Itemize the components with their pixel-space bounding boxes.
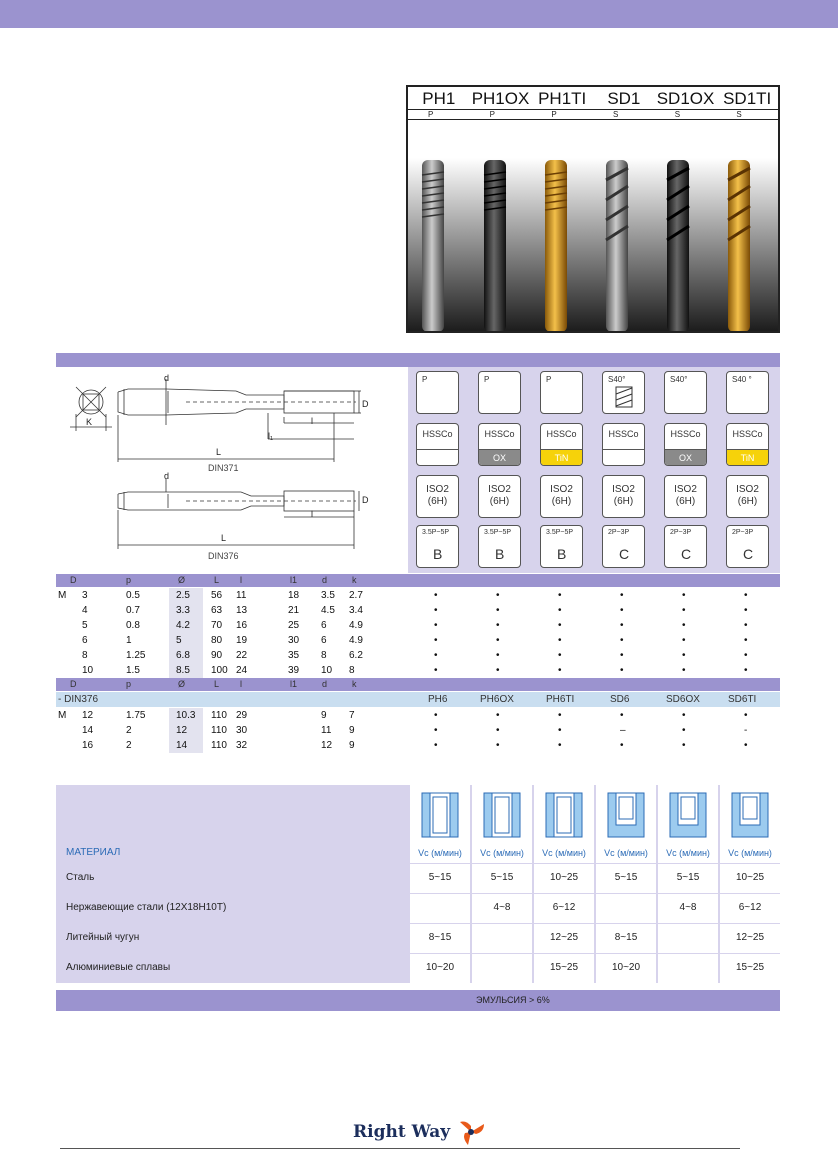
tolerance-icon: ISO2 (6H) <box>664 475 707 518</box>
availability-mark: • <box>744 665 748 676</box>
cell-l1: 21 <box>288 605 300 616</box>
blind-hole-icon <box>670 793 706 837</box>
table-row <box>56 618 780 633</box>
row-divider <box>408 923 780 924</box>
material-header: МАТЕРИАЛ <box>66 847 121 858</box>
cell-D: 12 <box>82 710 94 721</box>
dim-l-376: l <box>311 509 313 519</box>
geometry-icon: S40° <box>664 371 707 414</box>
cell-p: 0.7 <box>126 605 140 616</box>
product-name: SD1 <box>607 89 641 108</box>
col-l1: l1 <box>290 575 298 585</box>
speed-value: 4~8 <box>493 902 511 913</box>
product-name: SD1TI <box>723 89 772 108</box>
table-row <box>56 708 780 723</box>
vc-label: Vc (м/мин) <box>666 848 710 858</box>
availability-mark: • <box>682 710 686 721</box>
availability-mark: • <box>682 635 686 646</box>
material-name: Алюминиевые сплавы <box>66 962 171 973</box>
din376-product: SD6 <box>610 694 630 705</box>
availability-mark: • <box>682 605 686 616</box>
cell-m: M <box>58 710 67 721</box>
cell-drill: 14 <box>169 738 203 753</box>
cell-drill: 8.5 <box>169 663 203 678</box>
material-icon: HSSCo <box>602 423 645 466</box>
cell-D: 8 <box>82 650 88 661</box>
cell-k: 4.9 <box>349 620 363 631</box>
din376-label: - DIN376 <box>58 694 99 705</box>
cell-p: 1.5 <box>126 665 140 676</box>
col-d: d <box>322 679 328 689</box>
row-divider <box>408 953 780 954</box>
brand-emblem-icon <box>456 1118 486 1146</box>
cell-d: 11 <box>321 725 332 736</box>
availability-mark: • <box>620 740 624 751</box>
taps-photo <box>408 120 778 332</box>
din376-band <box>56 692 780 707</box>
availability-mark: • <box>496 620 500 631</box>
cell-L: 63 <box>211 605 223 616</box>
dim-D-376: D <box>362 495 369 505</box>
dim-L: L <box>216 447 222 457</box>
cell-drill: 5 <box>169 633 203 648</box>
table-row <box>56 588 780 603</box>
col-p: p <box>126 575 132 585</box>
table-row <box>56 663 780 678</box>
cell-k: 7 <box>349 710 355 721</box>
material-icon: HSSCo OX <box>478 423 521 466</box>
cell-p: 1 <box>126 635 132 646</box>
availability-mark: • <box>558 710 562 721</box>
col-p: p <box>126 679 132 689</box>
cell-D: 6 <box>82 635 88 646</box>
product-name: SD1OX <box>656 89 715 108</box>
material-name: Нержавеющие стали (12Х18Н10Т) <box>66 902 227 913</box>
cell-D: 3 <box>82 590 88 601</box>
table-header <box>56 574 780 587</box>
row-divider <box>408 863 780 864</box>
din376-product: PH6 <box>428 694 448 705</box>
product-type: P <box>428 110 434 119</box>
product-type: S <box>613 110 619 119</box>
speed-value: 6~12 <box>552 902 576 913</box>
geometry-icon: S40 ° <box>726 371 769 414</box>
chamfer-icon: 2P~3P C <box>602 525 645 568</box>
availability-mark: • <box>434 620 438 631</box>
cell-l: 22 <box>236 650 248 661</box>
material-icon: HSSCo TiN <box>726 423 769 466</box>
coolant-text: ЭМУЛЬСИЯ > 6% <box>476 995 550 1005</box>
table-row <box>56 723 780 738</box>
availability-mark: • <box>682 590 686 601</box>
brand-logo <box>353 1118 486 1146</box>
cell-l1: 25 <box>288 620 300 631</box>
speed-value: 12~25 <box>549 932 579 943</box>
availability-mark: • <box>620 650 624 661</box>
speed-value: 8~15 <box>614 932 638 943</box>
cell-drill: 3.3 <box>169 603 203 618</box>
cell-p: 2 <box>126 725 132 736</box>
col-D: D <box>70 575 77 585</box>
product-name: PH1OX <box>471 89 530 108</box>
chamfer-icon: 3.5P~5P B <box>478 525 521 568</box>
section-band <box>56 353 780 367</box>
speed-value: 15~25 <box>735 962 765 973</box>
col-drill: Ø <box>178 575 186 585</box>
cell-d: 3.5 <box>321 590 335 601</box>
tolerance-icon: ISO2 (6H) <box>540 475 583 518</box>
geometry-icon: P <box>416 371 459 414</box>
availability-mark: • <box>744 590 748 601</box>
dim-d-376: d <box>164 471 170 481</box>
availability-mark: • <box>496 725 500 736</box>
coolant-band <box>56 990 780 1011</box>
technical-drawing <box>56 367 408 573</box>
product-photo <box>406 85 780 333</box>
availability-mark: • <box>496 665 500 676</box>
availability-mark: • <box>558 725 562 736</box>
spiral-geometry-icon: S40° <box>602 371 645 414</box>
col-D: D <box>70 679 77 689</box>
product-name: PH1TI <box>538 89 587 108</box>
cell-drill: 4.2 <box>169 618 203 633</box>
cell-l: 11 <box>236 590 247 601</box>
blind-hole-icon <box>608 793 644 837</box>
din371-label: DIN371 <box>208 463 239 473</box>
property-icon-grid <box>408 367 780 573</box>
availability-mark: • <box>744 635 748 646</box>
chamfer-icon: 2P~3P C <box>664 525 707 568</box>
tap-sd1 <box>606 160 628 332</box>
through-hole-icon <box>546 793 582 837</box>
availability-mark: • <box>558 635 562 646</box>
availability-mark: • <box>434 590 438 601</box>
cell-L: 110 <box>211 740 227 751</box>
product-type: P <box>551 110 557 119</box>
material-name: Сталь <box>66 872 95 883</box>
availability-mark: • <box>558 605 562 616</box>
speed-value: 10~20 <box>611 962 641 973</box>
cell-D: 14 <box>82 725 94 736</box>
availability-mark: • <box>620 635 624 646</box>
product-type: S <box>736 110 742 119</box>
cell-drill: 2.5 <box>169 588 203 603</box>
cell-k: 9 <box>349 725 355 736</box>
cell-p: 1.75 <box>126 710 146 721</box>
product-type: S <box>674 110 681 119</box>
cell-L: 70 <box>211 620 223 631</box>
cell-p: 0.5 <box>126 590 140 601</box>
dim-L-376: L <box>221 533 227 543</box>
availability-mark: • <box>558 620 562 631</box>
cell-l1: 18 <box>288 590 300 601</box>
cell-k: 3.4 <box>349 605 363 616</box>
cell-l1: 39 <box>288 665 300 676</box>
availability-mark: • <box>558 650 562 661</box>
cell-L: 90 <box>211 650 223 661</box>
col-k: k <box>352 679 357 689</box>
col-l1: l1 <box>290 679 298 689</box>
dim-K: K <box>86 417 93 427</box>
availability-mark: • <box>682 620 686 631</box>
footer-rule <box>60 1148 740 1149</box>
availability-mark: • <box>744 710 748 721</box>
tolerance-icon: ISO2 (6H) <box>416 475 459 518</box>
din376-product: PH6TI <box>546 694 575 705</box>
material-name: Литейный чугун <box>66 932 140 943</box>
availability-mark: • <box>620 620 624 631</box>
through-hole-icon <box>484 793 520 837</box>
availability-mark: • <box>682 740 686 751</box>
cell-d: 6 <box>321 635 327 646</box>
tap-ph1ox <box>484 160 506 332</box>
cell-m: M <box>58 590 67 601</box>
availability-mark: • <box>620 665 624 676</box>
chamfer-icon: 2P~3P C <box>726 525 769 568</box>
cell-k: 2.7 <box>349 590 363 601</box>
availability-mark: • <box>744 620 748 631</box>
blind-hole-icon <box>732 793 768 837</box>
col-l: l <box>240 679 242 689</box>
col-d: d <box>322 575 328 585</box>
availability-mark: • <box>744 605 748 616</box>
vc-label: Vc (м/мин) <box>542 848 586 858</box>
col-k: k <box>352 575 357 585</box>
tap-ph1ti <box>545 160 567 332</box>
availability-mark: • <box>434 740 438 751</box>
row-divider <box>408 893 780 894</box>
availability-mark: • <box>496 605 500 616</box>
cell-d: 9 <box>321 710 327 721</box>
tap-sd1ox <box>667 160 689 332</box>
tap-ph1 <box>422 160 444 332</box>
availability-mark: • <box>558 590 562 601</box>
availability-mark: • <box>434 725 438 736</box>
availability-mark: • <box>744 650 748 661</box>
hole-type-icons <box>56 789 780 849</box>
cell-L: 80 <box>211 635 223 646</box>
cell-d: 12 <box>321 740 333 751</box>
cell-k: 6.2 <box>349 650 363 661</box>
availability-mark: – <box>620 725 626 736</box>
tap-sd1ti <box>728 160 750 332</box>
product-names <box>408 87 778 110</box>
cell-drill: 6.8 <box>169 648 203 663</box>
table-row <box>56 738 780 753</box>
cell-d: 8 <box>321 650 327 661</box>
product-name: PH1 <box>422 89 456 108</box>
dim-l1: l₁ <box>268 431 274 441</box>
availability-mark: • <box>558 665 562 676</box>
cell-l: 13 <box>236 605 248 616</box>
speed-value: 4~8 <box>679 902 697 913</box>
dim-l: l <box>311 416 313 426</box>
cell-l1: 30 <box>288 635 300 646</box>
cell-k: 8 <box>349 665 355 676</box>
cell-k: 9 <box>349 740 355 751</box>
brand-name: Right Way <box>353 1122 451 1142</box>
product-type: P <box>489 110 496 119</box>
speed-value: 5~15 <box>614 872 638 883</box>
din376-label: DIN376 <box>208 551 239 561</box>
material-icon: HSSCo OX <box>664 423 707 466</box>
availability-mark: • <box>496 650 500 661</box>
availability-mark: • <box>496 740 500 751</box>
availability-mark: • <box>682 725 686 736</box>
cell-d: 6 <box>321 620 327 631</box>
tolerance-icon: ISO2 (6H) <box>478 475 521 518</box>
geometry-icon: P <box>540 371 583 414</box>
cell-l: 29 <box>236 710 248 721</box>
cell-L: 110 <box>211 725 227 736</box>
col-l: l <box>240 575 242 585</box>
product-types <box>408 110 778 120</box>
cell-p: 0.8 <box>126 620 140 631</box>
cell-D: 5 <box>82 620 88 631</box>
material-icon: HSSCo TiN <box>540 423 583 466</box>
availability-mark: • <box>496 590 500 601</box>
availability-mark: • <box>744 740 748 751</box>
table-row <box>56 633 780 648</box>
cell-D: 10 <box>82 665 94 676</box>
cell-l: 32 <box>236 740 248 751</box>
cell-l: 19 <box>236 635 248 646</box>
availability-mark: • <box>434 650 438 661</box>
material-icon: HSSCo <box>416 423 459 466</box>
col-drill: Ø <box>178 679 186 689</box>
vc-label: Vc (м/мин) <box>418 848 462 858</box>
cell-D: 16 <box>82 740 94 751</box>
cutting-speed-table <box>56 785 780 983</box>
cell-l: 30 <box>236 725 248 736</box>
cell-l1: 35 <box>288 650 300 661</box>
availability-mark: • <box>682 650 686 661</box>
speed-value: 5~15 <box>490 872 514 883</box>
chamfer-icon: 3.5P~5P B <box>416 525 459 568</box>
cell-L: 110 <box>211 710 227 721</box>
availability-mark: • <box>496 710 500 721</box>
top-band <box>0 0 838 28</box>
cell-L: 56 <box>211 590 223 601</box>
availability-mark: • <box>496 635 500 646</box>
cell-p: 1.25 <box>126 650 146 661</box>
din376-product: PH6OX <box>480 694 514 705</box>
cell-L: 100 <box>211 665 228 676</box>
availability-mark: • <box>558 740 562 751</box>
din376-product: SD6TI <box>728 694 757 705</box>
availability-mark: - <box>744 725 748 736</box>
dim-d: d <box>164 373 170 383</box>
tolerance-icon: ISO2 (6H) <box>602 475 645 518</box>
availability-mark: • <box>434 605 438 616</box>
vc-label: Vc (м/мин) <box>728 848 772 858</box>
through-hole-icon <box>422 793 458 837</box>
table-row <box>56 648 780 663</box>
cell-l: 24 <box>236 665 248 676</box>
speed-value: 10~25 <box>549 872 579 883</box>
availability-mark: • <box>434 710 438 721</box>
availability-mark: • <box>682 665 686 676</box>
availability-mark: • <box>434 665 438 676</box>
vc-label: Vc (м/мин) <box>604 848 648 858</box>
speed-value: 5~15 <box>676 872 700 883</box>
speed-value: 10~20 <box>425 962 455 973</box>
availability-mark: • <box>620 605 624 616</box>
cell-l: 16 <box>236 620 248 631</box>
din376-product: SD6OX <box>666 694 700 705</box>
table-header <box>56 678 780 691</box>
col-L: L <box>214 679 220 689</box>
cell-p: 2 <box>126 740 132 751</box>
cell-drill: 12 <box>169 723 203 738</box>
speed-value: 8~15 <box>428 932 452 943</box>
chamfer-icon: 3.5P~5P B <box>540 525 583 568</box>
geometry-icon: P <box>478 371 521 414</box>
cell-d: 10 <box>321 665 333 676</box>
table-row <box>56 603 780 618</box>
vc-label: Vc (м/мин) <box>480 848 524 858</box>
speed-value: 15~25 <box>549 962 579 973</box>
availability-mark: • <box>620 590 624 601</box>
cell-d: 4.5 <box>321 605 335 616</box>
cell-drill: 10.3 <box>169 708 203 723</box>
availability-mark: • <box>620 710 624 721</box>
cell-k: 4.9 <box>349 635 363 646</box>
tolerance-icon: ISO2 (6H) <box>726 475 769 518</box>
dim-D: D <box>362 399 369 409</box>
speed-value: 10~25 <box>735 872 765 883</box>
speed-value: 5~15 <box>428 872 452 883</box>
cell-D: 4 <box>82 605 88 616</box>
speed-value: 12~25 <box>735 932 765 943</box>
speed-value: 6~12 <box>738 902 762 913</box>
availability-mark: • <box>434 635 438 646</box>
col-L: L <box>214 575 220 585</box>
